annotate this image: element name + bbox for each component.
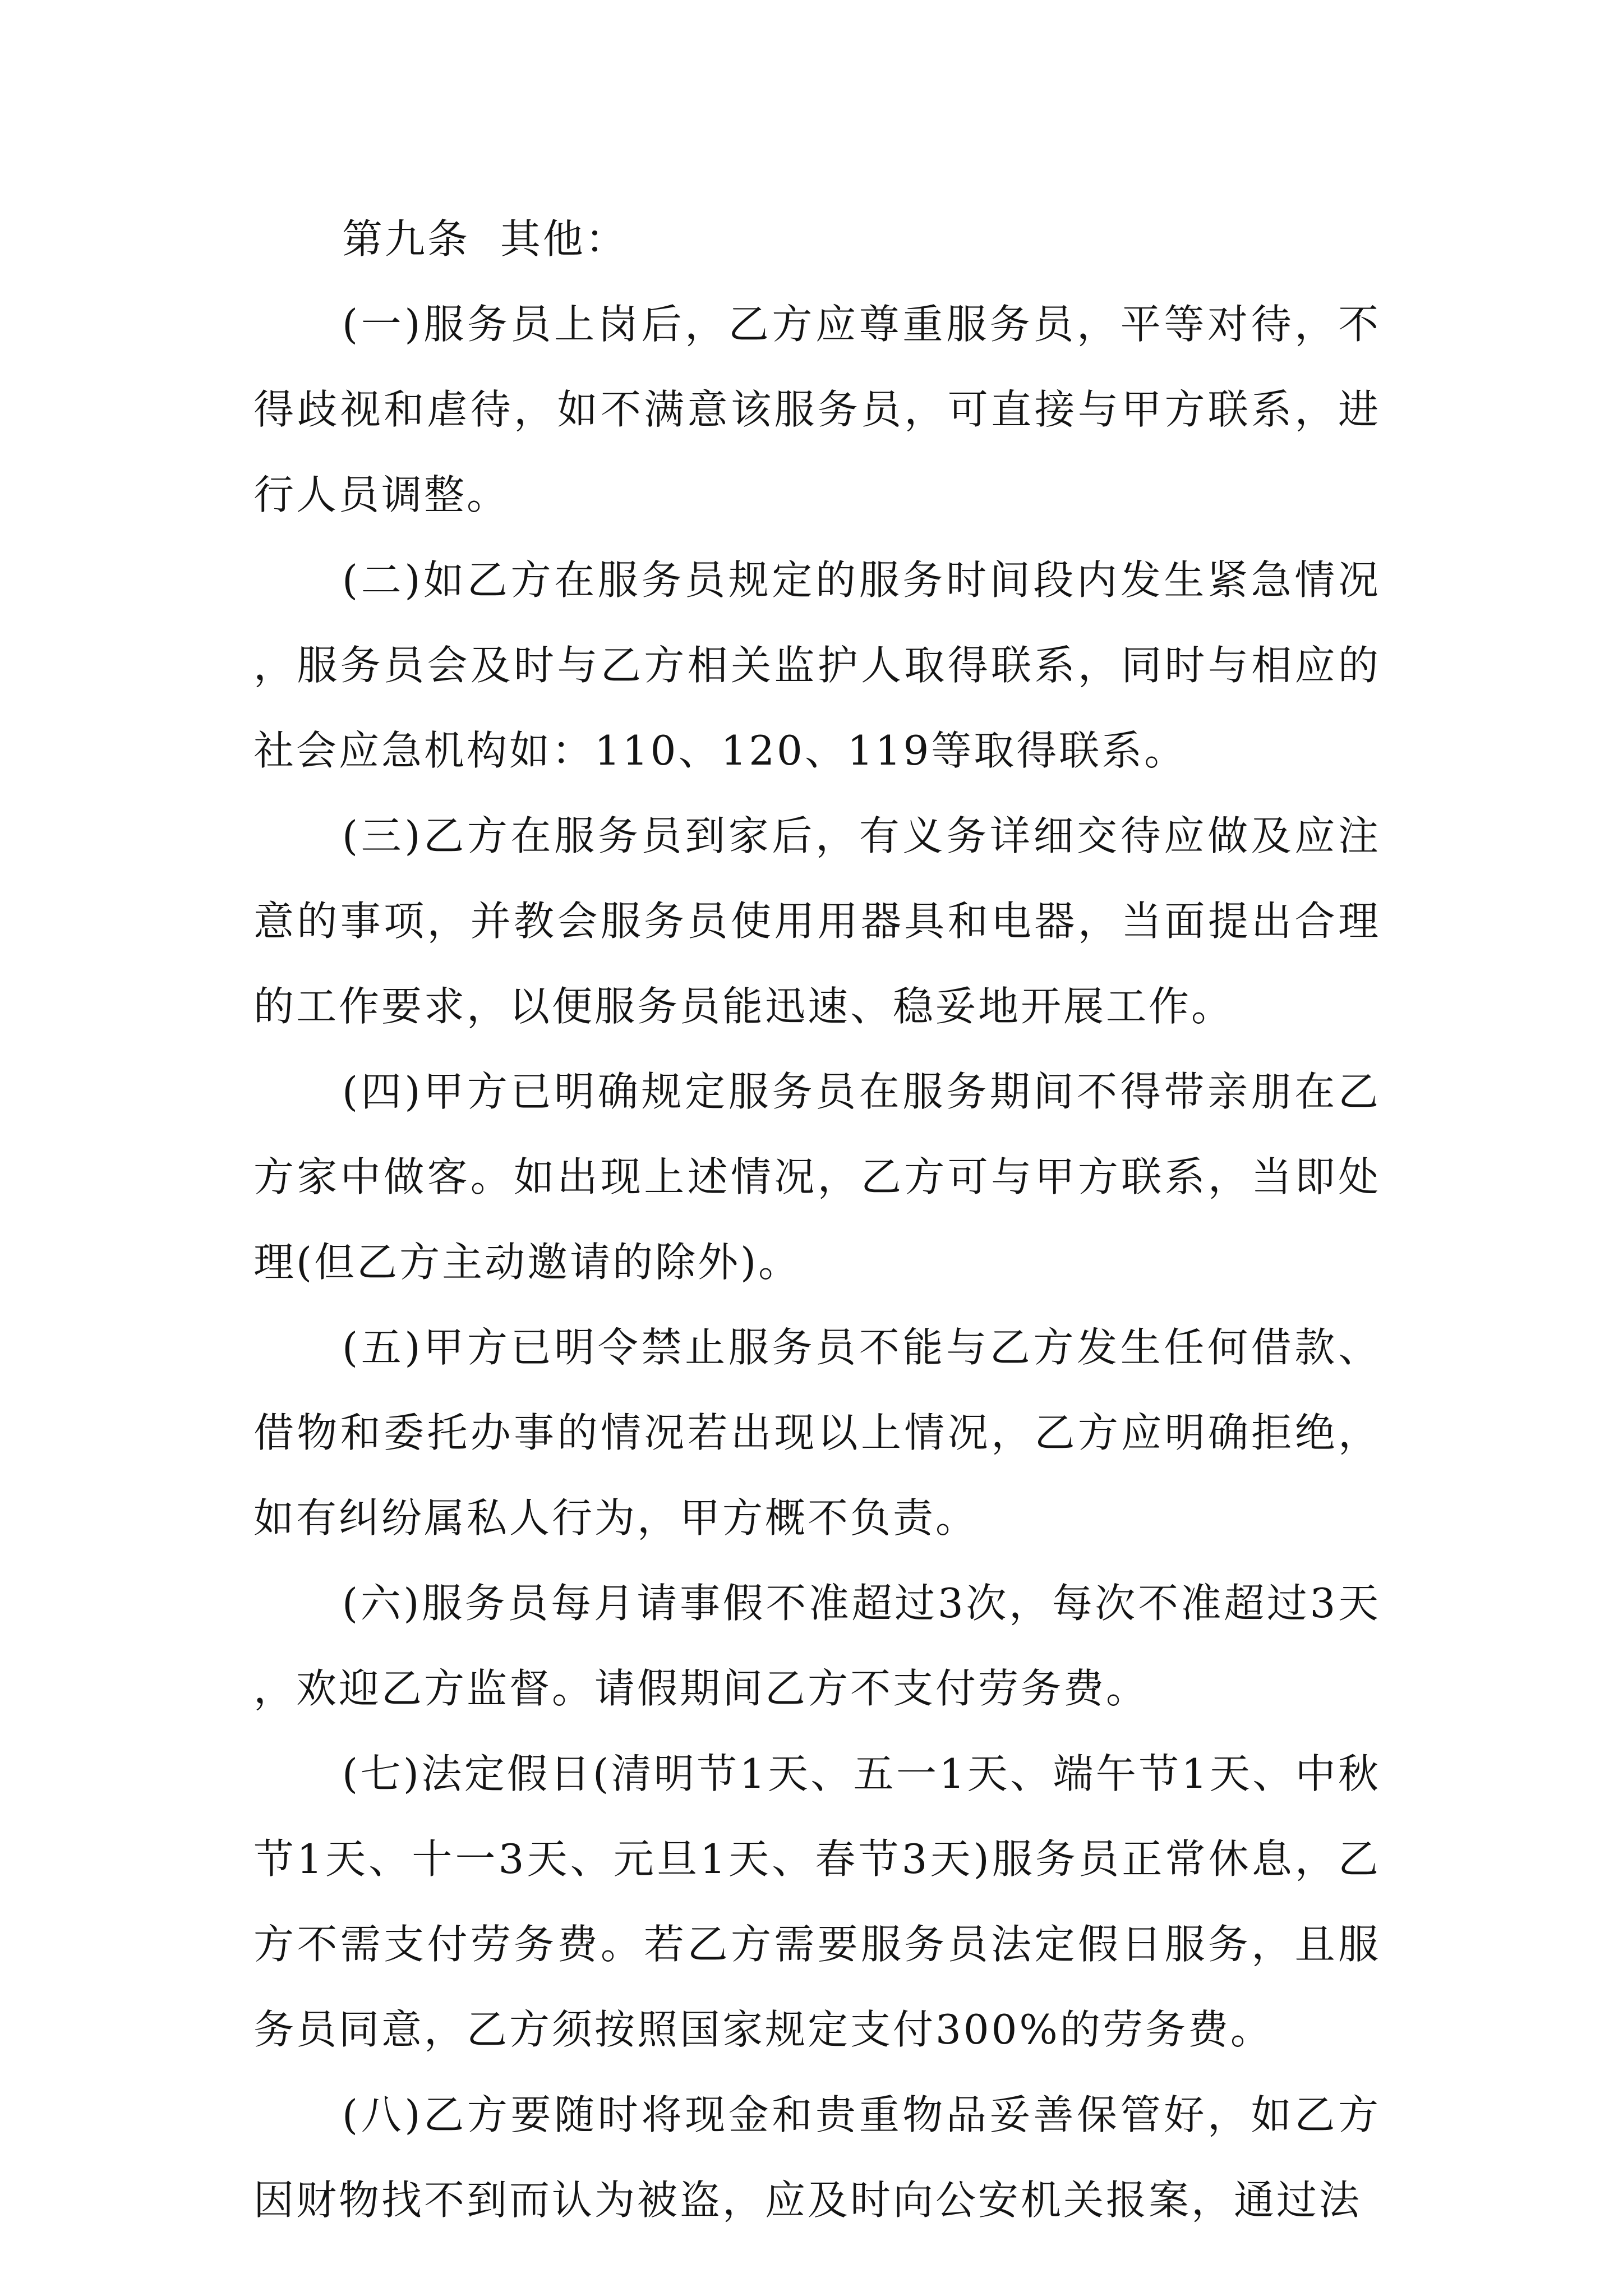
clause-2: (二)如乙方在服务员规定的服务时间段内发生紧急情况，服务员会及时与乙方相关监护人取得联系，同时与相应的社会应急机构如：110、120、119等取得联系。: [253, 556, 1381, 774]
clause-6: (六)服务员每月请事假不准超过3次，每次不准超过3天，欢迎乙方监督。请假期间乙方不支付劳务费。: [253, 1580, 1381, 1712]
clause-1: (一)服务员上岗后，乙方应尊重服务员，平等对待，不得歧视和虐待，如不满意该服务员，可直接与甲方联系，进行人员调整。: [253, 301, 1381, 518]
clause-5: (五)甲方已明令禁止服务员不能与乙方发生任何借款、借物和委托办事的情况若出现以上情况，乙方应明确拒绝，如有纠纷属私人行为，甲方概不负责。: [253, 1324, 1381, 1542]
clause-3: (三)乙方在服务员到家后，有义务详细交待应做及应注意的事项，并教会服务员使用用器具和电器，当面提出合理的工作要求，以便服务员能迅速、稳妥地开展工作。: [253, 812, 1381, 1030]
document-body: [253, 196, 1381, 2243]
clause-4: (四)甲方已明确规定服务员在服务期间不得带亲朋在乙方家中做客。如出现上述情况，乙方可与甲方联系，当即处理(但乙方主动邀请的除外)。: [253, 1068, 1381, 1286]
clause-8: (八)乙方要随时将现金和贵重物品妥善保管好，如乙方因财物找不到而认为被盗，应及时向公安机关报案，通过法: [253, 2091, 1381, 2224]
article-heading: 第九条 其他：: [342, 215, 628, 263]
clause-7: (七)法定假日(清明节1天、五一1天、端午节1天、中秋节1天、十一3天、元旦1天、春节3天)服务员正常休息，乙方不需支付劳务费。若乙方需要服务员法定假日服务，且服务员同意，乙方须按照国家规定支付300%的劳务费。: [253, 1750, 1381, 2053]
